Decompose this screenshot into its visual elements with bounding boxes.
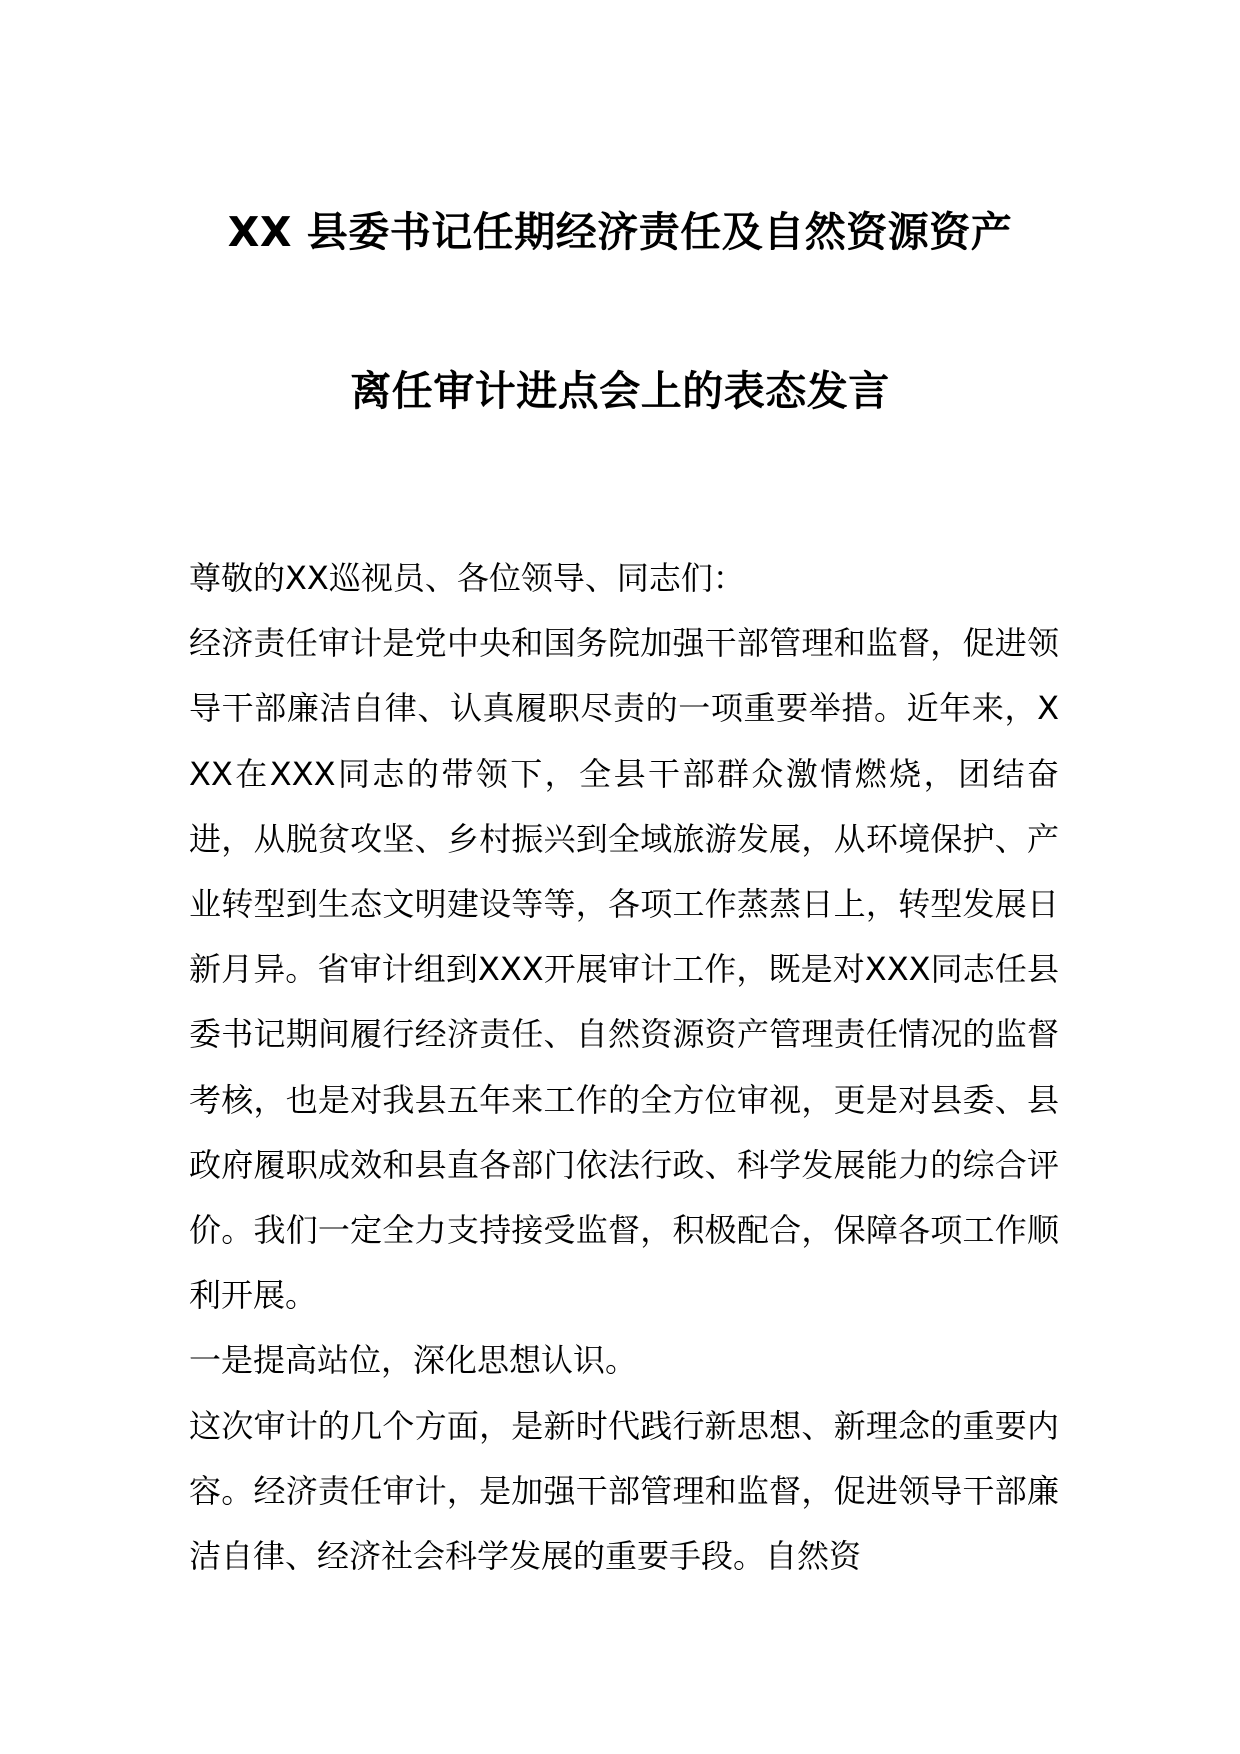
salutation-paragraph: 尊敬的XX巡视员、各位领导、同志们： [189,559,745,597]
document-title-line-2: 离任审计进点会上的表态发言 [350,367,890,415]
section-heading-paragraph: 一是提高站位，深化思想认识。 [189,1341,638,1380]
body-paragraph: 这次审计的几个方面，是新时代践行新思想、新理念的重要内容。经济责任审计，是加强干部管理和监督，促进领导干部廉洁自律、经济社会科学发展的重要手段。自然资 [189,1406,1059,1576]
document-body [189,546,1059,1589]
document-title-line-1: XX 县委书记任期经济责任及自然资源资产 [227,208,1013,256]
body-paragraph: 经济责任审计是党中央和国务院加强干部管理和监督，促进领导干部廉洁自律、认真履职尽责的一项重要举措。近年来，XXX在XXX同志的带领下，全县干部群众激情燃烧，团结奋进，从脱贫攻坚、乡村振兴到全域旅游发展，从环境保护、产业转型到生态文明建设等等，各项工作蒸蒸日上，转型发展日新月异。省审计组到XXX开展审计工作，既是对XXX同志任县委书记期间履行经济责任、自然资源资产管理责任情况的监督考核，也是对我县五年来工作的全方位审视，更是对县委、县政府履职成效和县直各部门依法行政、科学发展能力的综合评价。我们一定全力支持接受监督，积极配合，保障各项工作顺利开展。 [189,624,1059,1315]
